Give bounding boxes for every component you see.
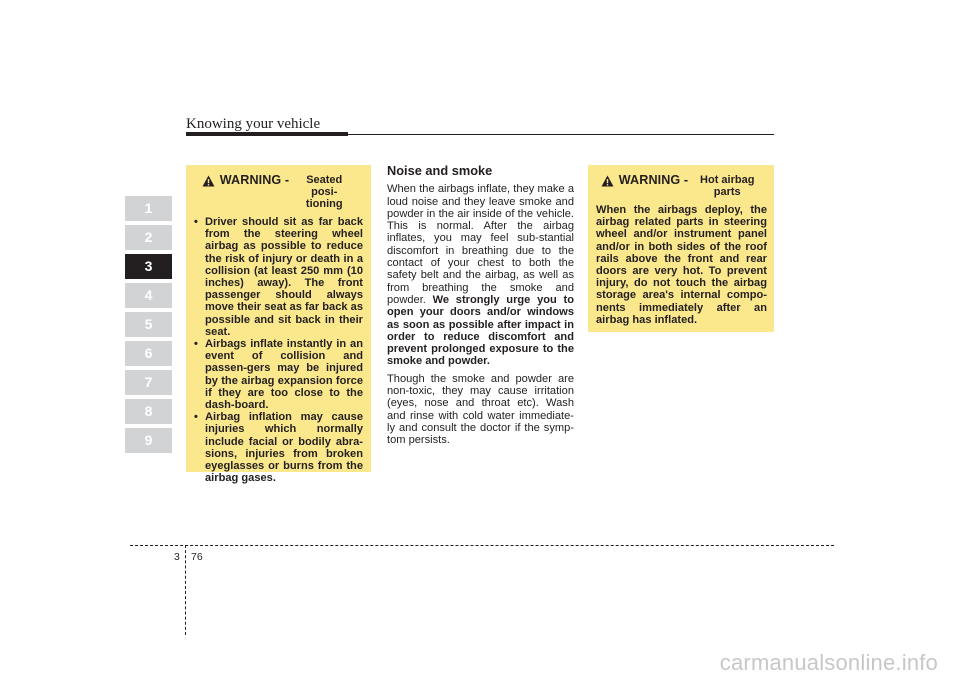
chapter-tab-8[interactable]: 8 bbox=[125, 399, 172, 424]
footer-page-number: 76 bbox=[191, 551, 203, 563]
header-rule-thick bbox=[186, 132, 348, 136]
section-heading: Noise and smoke bbox=[387, 163, 493, 178]
warning-bullet: • Driver should sit as far back from the steering wheel airbag as possible to reduce the risk of injury or death in a collision (at least 250 mm (10 inches) away). The front passenger should always move their seat as far back as possible and sit back in their seat. bbox=[194, 216, 363, 338]
page-header-title: Knowing your vehicle bbox=[186, 116, 321, 132]
watermark: carmanualsonline.info bbox=[719, 650, 938, 675]
warning-body: When the airbags deploy, the airbag related parts in steering wheel and/or instrument panel and/or in both sides of the roof rails above the front and rear doors are very hot. To prevent injury, do not touch the airbag storage area's internal compo-nents immediately after an airbag has inflated. bbox=[596, 204, 767, 326]
chapter-tab-5[interactable]: 5 bbox=[125, 312, 172, 337]
article-paragraph-2: Though the smoke and powder are non-toxic, they may cause irritation (eyes, nose and throat etc). Wash and rinse with cold water immediate-ly and consult the doctor if the symp-tom persists. bbox=[387, 372, 574, 447]
warning-bullet-list bbox=[194, 216, 363, 484]
warning-bullet: • Airbag inflation may cause injuries which normally include facial or bodily abra-sions, injuries from broken eyeglasses or burns from the airbag gases. bbox=[194, 411, 363, 484]
warning-label: WARNING - bbox=[618, 173, 689, 187]
article-paragraph-1 bbox=[387, 183, 574, 367]
paragraph-emphasis: We strongly urge you to open your doors and/or windows as soon as possible after impact in order to reduce discomfort and prevent prolonged exposure to the smoke and powder. bbox=[387, 293, 574, 368]
chapter-tab-9[interactable]: 9 bbox=[125, 428, 172, 453]
chapter-tabs bbox=[125, 196, 172, 457]
warning-box-seated-positioning bbox=[186, 165, 371, 485]
warning-bullet: • Airbags inflate instantly in an event of collision and passen-gers may be injured by the airbag expansion force if they are too close to the dash-board. bbox=[194, 338, 363, 411]
paragraph-text: When the airbags inflate, they make a loud noise and they leave smoke and powder in the air inside of the vehicle. This is normal. After the airbag inflates, you may feel sub-stantial discomfort in breathing due to the contact of your chest to both the safety belt and the airbag, as well as from breathing the smoke and powder. bbox=[387, 183, 574, 306]
warning-topic: Seated posi-tioning bbox=[305, 174, 343, 210]
warning-label: WARNING - bbox=[219, 173, 290, 187]
chapter-tab-4[interactable]: 4 bbox=[125, 283, 172, 308]
footer-divider bbox=[185, 545, 186, 635]
chapter-tab-1[interactable]: 1 bbox=[125, 196, 172, 221]
warning-triangle-icon bbox=[601, 175, 614, 187]
warning-header bbox=[194, 174, 363, 210]
chapter-tab-7[interactable]: 7 bbox=[125, 370, 172, 395]
warning-triangle-icon bbox=[202, 175, 215, 187]
warning-header bbox=[596, 174, 767, 198]
chapter-tab-6[interactable]: 6 bbox=[125, 341, 172, 366]
header-rule-thin bbox=[348, 134, 774, 135]
article-noise-and-smoke bbox=[387, 165, 574, 452]
warning-box-hot-airbag-parts bbox=[588, 165, 774, 332]
chapter-tab-2[interactable]: 2 bbox=[125, 225, 172, 250]
chapter-tab-3[interactable]: 3 bbox=[125, 254, 172, 279]
footer-chapter-number: 3 bbox=[174, 551, 180, 563]
warning-topic: Hot airbag parts bbox=[700, 174, 755, 198]
footer-rule bbox=[130, 545, 834, 546]
